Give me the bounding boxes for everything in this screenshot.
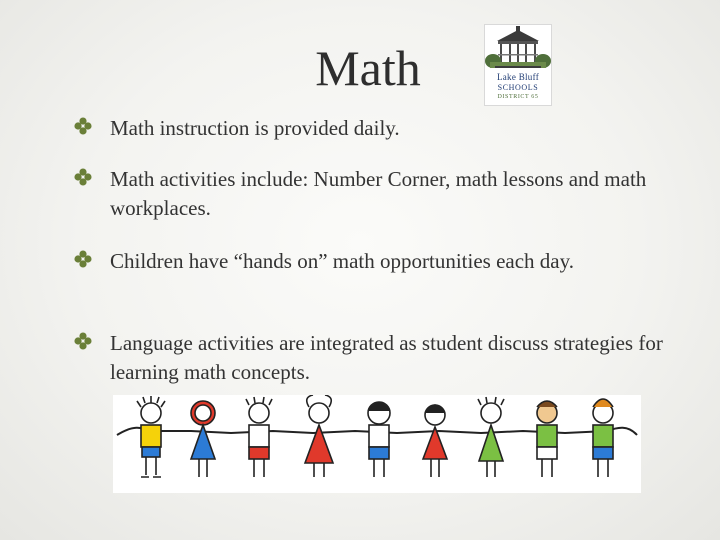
children-holding-hands-icon (113, 395, 641, 493)
logo-line-1: Lake Bluff (496, 72, 540, 82)
diamond-bullet-icon (74, 168, 92, 186)
bullet-text: Math activities include: Number Corner, math lessons and math workplaces. (110, 167, 647, 220)
diamond-bullet-icon (74, 250, 92, 268)
logo-line-2: SCHOOLS (497, 83, 539, 92)
logo-line-3: DISTRICT 65 (497, 94, 539, 100)
children-illustration (113, 395, 641, 493)
diamond-bullet-icon (74, 117, 92, 135)
bullet-text: Math instruction is provided daily. (110, 116, 400, 140)
gazebo-icon (485, 25, 551, 73)
diamond-bullet-icon (74, 332, 92, 350)
slide-title: Math (315, 40, 421, 96)
bullet-text: Language activities are integrated as student discuss strategies for learning math concepts. (110, 331, 663, 384)
lake-bluff-schools-logo (484, 24, 552, 106)
bullet-text: Children have “hands on” math opportunities each day. (110, 249, 574, 273)
